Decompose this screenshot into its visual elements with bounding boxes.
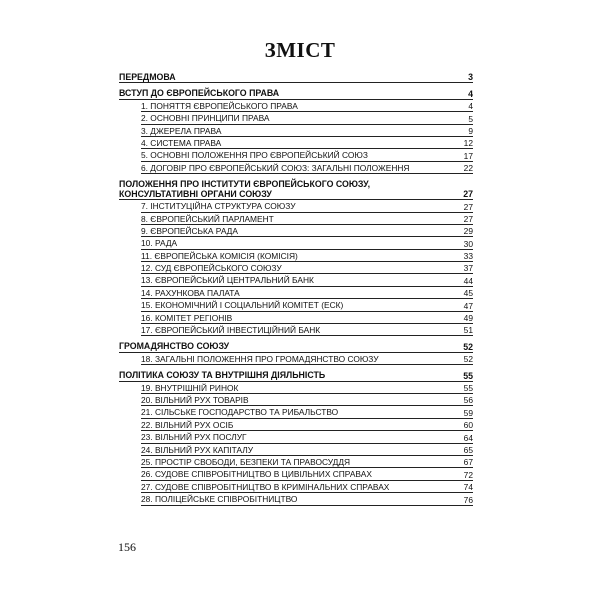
toc-entry-title: 25. ПРОСТІР СВОБОДИ, БЕЗПЕКИ ТА ПРАВОСУДДЯ <box>141 456 351 467</box>
leader-line <box>119 199 473 200</box>
toc-entry-page: 47 <box>463 300 473 311</box>
toc-entry-title: 21. СІЛЬСЬКЕ ГОСПОДАРСТВО ТА РИБАЛЬСТВО <box>141 407 339 418</box>
leader-line <box>141 136 473 137</box>
toc-entry-title: ПОЛІТИКА СОЮЗУ ТА ВНУТРІШНЯ ДІЯЛЬНІСТЬ <box>119 370 326 381</box>
leader-line <box>141 455 473 456</box>
toc-entry-page: 67 <box>463 457 473 468</box>
toc-entry-title: 20. ВІЛЬНИЙ РУХ ТОВАРІВ <box>141 394 249 405</box>
toc-entry-title: 16. КОМІТЕТ РЕГІОНІВ <box>141 312 233 323</box>
table-of-contents <box>119 72 473 507</box>
leader-line <box>141 236 473 237</box>
toc-entry <box>119 482 473 494</box>
toc-section <box>119 72 473 84</box>
page-title: ЗМІСТ <box>264 38 336 62</box>
toc-entry <box>119 407 473 419</box>
toc-entry-title: 10. РАДА <box>141 238 178 249</box>
toc-entry-page: 27 <box>463 189 473 200</box>
toc-entry <box>119 113 473 125</box>
toc-entry-title: 12. СУД ЄВРОПЕЙСЬКОГО СОЮЗУ <box>141 263 282 274</box>
toc-entry-title: 3. ДЖЕРЕЛА ПРАВА <box>141 125 222 136</box>
toc-entry-page: 44 <box>463 275 473 286</box>
toc-entry-page: 3 <box>468 72 473 83</box>
toc-entry-title: ПЕРЕДМОВА <box>119 72 176 82</box>
toc-entry <box>119 201 473 213</box>
leader-line <box>141 443 473 444</box>
toc-section <box>119 88 473 100</box>
toc-entry-title: ВСТУП ДО ЄВРОПЕЙСЬКОГО ПРАВА <box>119 88 280 99</box>
toc-entry-page: 49 <box>463 313 473 324</box>
toc-entry-page: 59 <box>463 407 473 418</box>
toc-entry-page: 4 <box>468 101 473 112</box>
toc-entry-page: 52 <box>463 354 473 365</box>
toc-entry <box>119 445 473 457</box>
leader-line <box>141 467 473 468</box>
toc-entry-page: 76 <box>463 494 473 505</box>
toc-entry <box>119 138 473 150</box>
toc-entry-page: 60 <box>463 420 473 431</box>
toc-entry <box>119 263 473 275</box>
toc-entry-page: 27 <box>463 201 473 212</box>
leader-line <box>141 364 473 365</box>
toc-entry-title: 23. ВІЛЬНИЙ РУХ ПОСЛУГ <box>141 432 247 443</box>
toc-entry-page: 17 <box>463 150 473 161</box>
toc-entry-page: 56 <box>463 395 473 406</box>
toc-entry-page: 4 <box>468 88 473 99</box>
leader-line <box>141 224 473 225</box>
toc-entry <box>119 457 473 469</box>
toc-entry-page: 27 <box>463 213 473 224</box>
toc-entry <box>119 275 473 287</box>
toc-entry-title: 22. ВІЛЬНИЙ РУХ ОСІБ <box>141 419 234 430</box>
toc-entry-title: 19. ВНУТРІШНІЙ РИНОК <box>141 382 239 393</box>
leader-line <box>141 286 473 287</box>
leader-line <box>141 418 473 419</box>
toc-section <box>119 179 473 201</box>
toc-entry-title-line2: КОНСУЛЬТАТИВНІ ОРГАНИ СОЮЗУ <box>119 189 272 200</box>
toc-section <box>119 341 473 353</box>
toc-entry-title: 4. СИСТЕМА ПРАВА <box>141 137 222 148</box>
toc-entry <box>119 101 473 113</box>
leader-line <box>141 173 473 174</box>
leader-line <box>141 505 473 506</box>
toc-entry-page: 51 <box>463 325 473 336</box>
leader-line <box>119 381 473 382</box>
toc-entry-page: 12 <box>463 138 473 149</box>
leader-line <box>141 492 473 493</box>
toc-entry <box>119 251 473 263</box>
toc-entry <box>119 420 473 432</box>
leader-line <box>119 82 473 83</box>
toc-entry-page: 65 <box>463 444 473 455</box>
toc-entry-title: 1. ПОНЯТТЯ ЄВРОПЕЙСЬКОГО ПРАВА <box>141 100 298 111</box>
leader-line <box>141 393 473 394</box>
toc-entry <box>119 150 473 162</box>
toc-entry-title: 15. ЕКОНОМІЧНИЙ І СОЦІАЛЬНИЙ КОМІТЕТ (ЕСК) <box>141 300 344 311</box>
toc-entry-title: 28. ПОЛІЦЕЙСЬКЕ СПІВРОБІТНИЦТВО <box>141 494 298 505</box>
toc-entry-title: 17. ЄВРОПЕЙСЬКИЙ ІНВЕСТИЦІЙНИЙ БАНК <box>141 325 321 336</box>
toc-entry-page: 72 <box>463 469 473 480</box>
toc-entry-title: 8. ЄВРОПЕЙСЬКИЙ ПАРЛАМЕНТ <box>141 213 274 224</box>
leader-line <box>141 161 473 162</box>
leader-line <box>141 480 473 481</box>
toc-entry-page: 5 <box>468 113 473 124</box>
toc-section <box>119 370 473 382</box>
toc-entry-page: 9 <box>468 125 473 136</box>
toc-entry-page: 52 <box>463 341 473 352</box>
toc-entry-title: 5. ОСНОВНІ ПОЛОЖЕННЯ ПРО ЄВРОПЕЙСЬКИЙ СОЮЗ <box>141 150 368 161</box>
toc-entry-title: 24. ВІЛЬНИЙ РУХ КАПІТАЛУ <box>141 444 254 455</box>
leader-line <box>141 405 473 406</box>
toc-entry <box>119 300 473 312</box>
toc-entry <box>119 354 473 366</box>
toc-entry <box>119 325 473 337</box>
leader-line <box>141 430 473 431</box>
toc-entry-page: 37 <box>463 263 473 274</box>
toc-entry <box>119 432 473 444</box>
leader-line <box>141 261 473 262</box>
toc-entry-page: 45 <box>463 288 473 299</box>
toc-entry-title: 26. СУДОВЕ СПІВРОБІТНИЦТВО В ЦИВІЛЬНИХ СПРАВАХ <box>141 469 372 480</box>
toc-entry-title: ГРОМАДЯНСТВО СОЮЗУ <box>119 341 230 352</box>
toc-entry-page: 29 <box>463 226 473 237</box>
toc-entry-title: 14. РАХУНКОВА ПАЛАТА <box>141 287 240 298</box>
toc-entry <box>119 313 473 325</box>
toc-entry-page: 64 <box>463 432 473 443</box>
toc-entry <box>119 469 473 481</box>
toc-entry <box>119 383 473 395</box>
page-number: 156 <box>118 540 136 554</box>
toc-entry-title: 11. ЄВРОПЕЙСЬКА КОМІСІЯ (КОМІСІЯ) <box>141 250 298 261</box>
toc-entry-title: 9. ЄВРОПЕЙСЬКА РАДА <box>141 225 238 236</box>
leader-line <box>119 352 473 353</box>
toc-entry <box>119 226 473 238</box>
toc-entry-page: 55 <box>463 370 473 381</box>
toc-entry-title: ПОЛОЖЕННЯ ПРО ІНСТИТУТИ ЄВРОПЕЙСЬКОГО СОЮЗУ, <box>119 179 371 190</box>
toc-entry-title: 6. ДОГОВІР ПРО ЄВРОПЕЙСЬКИЙ СОЮЗ: ЗАГАЛЬНІ ПОЛОЖЕННЯ <box>141 162 410 173</box>
leader-line <box>141 111 473 112</box>
toc-entry-page: 55 <box>463 382 473 393</box>
toc-entry-page: 33 <box>463 251 473 262</box>
leader-line <box>141 212 473 213</box>
toc-entry <box>119 126 473 138</box>
toc-entry-title: 27. СУДОВЕ СПІВРОБІТНИЦТВО В КРИМІНАЛЬНИХ СПРАВАХ <box>141 481 390 492</box>
toc-entry-page: 74 <box>463 482 473 493</box>
leader-line <box>141 311 473 312</box>
toc-entry <box>119 288 473 300</box>
leader-line <box>141 335 473 336</box>
toc-entry <box>119 395 473 407</box>
toc-entry-page: 22 <box>463 163 473 174</box>
toc-entry-title: 18. ЗАГАЛЬНІ ПОЛОЖЕННЯ ПРО ГРОМАДЯНСТВО СОЮЗУ <box>141 353 379 364</box>
toc-entry-title: 13. ЄВРОПЕЙСЬКИЙ ЦЕНТРАЛЬНИЙ БАНК <box>141 275 314 286</box>
toc-entry-title: 7. ІНСТИТУЦІЙНА СТРУКТУРА СОЮЗУ <box>141 201 296 212</box>
leader-line <box>141 323 473 324</box>
toc-entry-page: 30 <box>463 238 473 249</box>
leader-line <box>119 99 473 100</box>
toc-entry-title: 2. ОСНОВНІ ПРИНЦИПИ ПРАВА <box>141 113 270 124</box>
toc-entry <box>119 163 473 175</box>
leader-line <box>141 124 473 125</box>
leader-line <box>141 249 473 250</box>
toc-entry <box>119 238 473 250</box>
toc-entry <box>119 494 473 506</box>
toc-entry <box>119 214 473 226</box>
